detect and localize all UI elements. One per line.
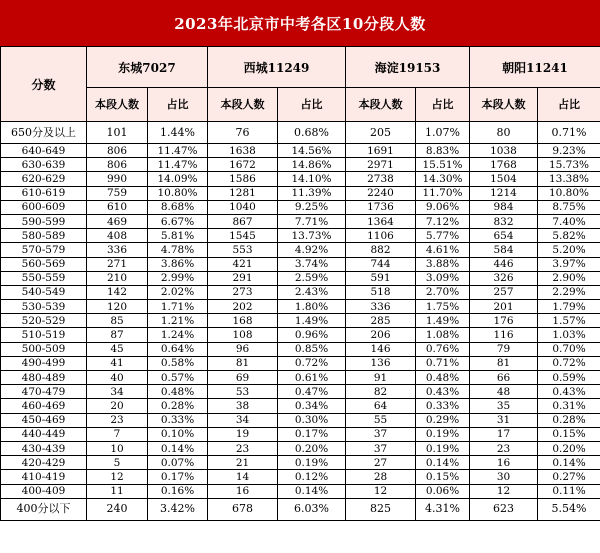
count-cell: 146 <box>346 342 416 356</box>
table-row <box>1 399 600 413</box>
table-row <box>1 214 600 228</box>
table-row <box>1 427 600 441</box>
count-cell: 1736 <box>346 200 416 214</box>
count-cell: 37 <box>346 427 416 441</box>
table-body <box>1 122 600 521</box>
pct-cell: 0.47% <box>278 385 346 399</box>
count-cell: 96 <box>208 342 278 356</box>
table-row <box>1 200 600 214</box>
pct-cell: 2.90% <box>538 271 600 285</box>
pct-cell: 0.30% <box>278 413 346 427</box>
pct-cell: 14.09% <box>148 172 208 186</box>
score-range-cell: 620-629 <box>1 172 87 186</box>
pct-cell: 1.24% <box>148 328 208 342</box>
table-row <box>1 328 600 342</box>
count-cell: 38 <box>208 399 278 413</box>
table-row <box>1 144 600 158</box>
pct-cell: 0.17% <box>148 470 208 484</box>
table-row <box>1 285 600 299</box>
table-row <box>1 172 600 186</box>
count-cell: 20 <box>87 399 148 413</box>
table-row <box>1 413 600 427</box>
count-cell: 91 <box>346 371 416 385</box>
score-range-cell: 400分以下 <box>1 498 87 520</box>
table-row <box>1 385 600 399</box>
pct-cell: 1.71% <box>148 300 208 314</box>
count-cell: 744 <box>346 257 416 271</box>
count-cell: 201 <box>470 300 538 314</box>
count-cell: 108 <box>208 328 278 342</box>
pct-cell: 0.68% <box>278 122 346 144</box>
count-cell: 1106 <box>346 229 416 243</box>
count-cell: 202 <box>208 300 278 314</box>
count-cell: 1214 <box>470 186 538 200</box>
count-cell: 27 <box>346 456 416 470</box>
count-cell: 271 <box>87 257 148 271</box>
pct-cell: 1.03% <box>538 328 600 342</box>
pct-cell: 0.20% <box>538 441 600 455</box>
count-cell: 12 <box>470 484 538 498</box>
count-cell: 87 <box>87 328 148 342</box>
count-cell: 759 <box>87 186 148 200</box>
district-header-dongcheng: 东城7027 <box>87 47 208 88</box>
score-range-cell: 430-439 <box>1 441 87 455</box>
pct-cell: 1.49% <box>416 314 470 328</box>
pct-cell: 1.21% <box>148 314 208 328</box>
count-cell: 40 <box>87 371 148 385</box>
count-cell: 35 <box>470 399 538 413</box>
pct-cell: 11.70% <box>416 186 470 200</box>
table-row <box>1 441 600 455</box>
pct-cell: 3.97% <box>538 257 600 271</box>
score-range-cell: 440-449 <box>1 427 87 441</box>
pct-cell: 2.29% <box>538 285 600 299</box>
count-cell: 168 <box>208 314 278 328</box>
pct-cell: 7.12% <box>416 214 470 228</box>
score-range-cell: 400-409 <box>1 484 87 498</box>
pct-cell: 3.88% <box>416 257 470 271</box>
count-cell: 64 <box>346 399 416 413</box>
table-row <box>1 158 600 172</box>
count-cell: 19 <box>208 427 278 441</box>
count-cell: 421 <box>208 257 278 271</box>
table-title: 2023年北京市中考各区10分段人数 <box>0 0 600 46</box>
pct-cell: 9.23% <box>538 144 600 158</box>
pct-cell: 0.06% <box>416 484 470 498</box>
pct-cell: 0.14% <box>416 456 470 470</box>
count-cell: 10 <box>87 441 148 455</box>
score-distribution-table <box>0 46 600 521</box>
pct-cell: 9.06% <box>416 200 470 214</box>
count-cell: 17 <box>470 427 538 441</box>
count-cell: 206 <box>346 328 416 342</box>
pct-cell: 0.31% <box>538 399 600 413</box>
pct-cell: 0.12% <box>278 470 346 484</box>
count-header: 本段人数 <box>87 88 148 122</box>
pct-cell: 5.81% <box>148 229 208 243</box>
score-range-cell: 530-539 <box>1 300 87 314</box>
count-cell: 285 <box>346 314 416 328</box>
pct-cell: 0.72% <box>278 356 346 370</box>
count-cell: 205 <box>346 122 416 144</box>
count-cell: 1638 <box>208 144 278 158</box>
district-header-haidian: 海淀19153 <box>346 47 470 88</box>
table-row <box>1 243 600 257</box>
pct-cell: 1.80% <box>278 300 346 314</box>
pct-cell: 0.96% <box>278 328 346 342</box>
count-cell: 1504 <box>470 172 538 186</box>
pct-cell: 11.47% <box>148 144 208 158</box>
count-cell: 28 <box>346 470 416 484</box>
count-cell: 584 <box>470 243 538 257</box>
count-cell: 257 <box>470 285 538 299</box>
count-cell: 867 <box>208 214 278 228</box>
pct-cell: 0.58% <box>148 356 208 370</box>
pct-cell: 4.61% <box>416 243 470 257</box>
count-cell: 120 <box>87 300 148 314</box>
count-cell: 66 <box>470 371 538 385</box>
count-cell: 1038 <box>470 144 538 158</box>
pct-cell: 0.14% <box>148 441 208 455</box>
pct-cell: 0.33% <box>148 413 208 427</box>
count-cell: 806 <box>87 144 148 158</box>
pct-cell: 15.51% <box>416 158 470 172</box>
score-range-cell: 490-499 <box>1 356 87 370</box>
table-row <box>1 484 600 498</box>
pct-cell: 8.68% <box>148 200 208 214</box>
score-range-cell: 580-589 <box>1 229 87 243</box>
score-range-cell: 640-649 <box>1 144 87 158</box>
score-range-cell: 610-619 <box>1 186 87 200</box>
pct-cell: 1.75% <box>416 300 470 314</box>
score-range-cell: 510-519 <box>1 328 87 342</box>
count-cell: 553 <box>208 243 278 257</box>
pct-header: 占比 <box>538 88 600 122</box>
pct-cell: 0.19% <box>278 456 346 470</box>
count-cell: 136 <box>346 356 416 370</box>
count-cell: 85 <box>87 314 148 328</box>
pct-cell: 5.77% <box>416 229 470 243</box>
pct-cell: 6.03% <box>278 498 346 520</box>
pct-cell: 0.59% <box>538 371 600 385</box>
pct-cell: 0.43% <box>538 385 600 399</box>
count-cell: 81 <box>208 356 278 370</box>
pct-cell: 0.43% <box>416 385 470 399</box>
count-cell: 1768 <box>470 158 538 172</box>
pct-cell: 14.30% <box>416 172 470 186</box>
count-cell: 34 <box>208 413 278 427</box>
pct-cell: 1.79% <box>538 300 600 314</box>
pct-cell: 7.71% <box>278 214 346 228</box>
count-cell: 1364 <box>346 214 416 228</box>
pct-cell: 1.44% <box>148 122 208 144</box>
pct-cell: 2.99% <box>148 271 208 285</box>
pct-cell: 1.07% <box>416 122 470 144</box>
district-header-row <box>1 47 600 88</box>
table-row <box>1 314 600 328</box>
score-range-cell: 480-489 <box>1 371 87 385</box>
pct-cell: 0.16% <box>148 484 208 498</box>
score-range-cell: 630-639 <box>1 158 87 172</box>
subheader-row <box>1 88 600 122</box>
pct-cell: 0.48% <box>148 385 208 399</box>
pct-cell: 0.17% <box>278 427 346 441</box>
pct-cell: 6.67% <box>148 214 208 228</box>
count-cell: 273 <box>208 285 278 299</box>
count-cell: 2738 <box>346 172 416 186</box>
pct-cell: 2.70% <box>416 285 470 299</box>
count-cell: 806 <box>87 158 148 172</box>
pct-cell: 0.27% <box>538 470 600 484</box>
pct-cell: 14.86% <box>278 158 346 172</box>
pct-cell: 0.28% <box>538 413 600 427</box>
count-cell: 80 <box>470 122 538 144</box>
count-cell: 408 <box>87 229 148 243</box>
count-cell: 12 <box>346 484 416 498</box>
count-cell: 16 <box>470 456 538 470</box>
pct-cell: 0.10% <box>148 427 208 441</box>
count-cell: 446 <box>470 257 538 271</box>
score-range-cell: 520-529 <box>1 314 87 328</box>
table-row <box>1 229 600 243</box>
pct-cell: 3.42% <box>148 498 208 520</box>
score-range-cell: 570-579 <box>1 243 87 257</box>
pct-cell: 2.59% <box>278 271 346 285</box>
count-cell: 79 <box>470 342 538 356</box>
count-cell: 832 <box>470 214 538 228</box>
pct-cell: 3.86% <box>148 257 208 271</box>
pct-cell: 8.83% <box>416 144 470 158</box>
count-cell: 48 <box>470 385 538 399</box>
count-cell: 240 <box>87 498 148 520</box>
pct-cell: 2.02% <box>148 285 208 299</box>
pct-cell: 13.38% <box>538 172 600 186</box>
count-header: 本段人数 <box>470 88 538 122</box>
pct-header: 占比 <box>278 88 346 122</box>
pct-cell: 4.78% <box>148 243 208 257</box>
count-cell: 984 <box>470 200 538 214</box>
count-cell: 990 <box>87 172 148 186</box>
pct-cell: 0.71% <box>416 356 470 370</box>
count-cell: 610 <box>87 200 148 214</box>
count-cell: 101 <box>87 122 148 144</box>
count-cell: 142 <box>87 285 148 299</box>
pct-cell: 10.80% <box>148 186 208 200</box>
pct-cell: 0.07% <box>148 456 208 470</box>
pct-cell: 0.20% <box>278 441 346 455</box>
count-cell: 2971 <box>346 158 416 172</box>
pct-cell: 1.08% <box>416 328 470 342</box>
count-cell: 23 <box>208 441 278 455</box>
score-range-cell: 410-419 <box>1 470 87 484</box>
count-cell: 76 <box>208 122 278 144</box>
count-cell: 21 <box>208 456 278 470</box>
pct-cell: 0.85% <box>278 342 346 356</box>
count-cell: 1586 <box>208 172 278 186</box>
count-cell: 23 <box>87 413 148 427</box>
pct-cell: 9.25% <box>278 200 346 214</box>
count-cell: 1672 <box>208 158 278 172</box>
table-row <box>1 342 600 356</box>
score-range-cell: 540-549 <box>1 285 87 299</box>
pct-cell: 14.10% <box>278 172 346 186</box>
pct-cell: 0.76% <box>416 342 470 356</box>
count-cell: 654 <box>470 229 538 243</box>
pct-cell: 1.57% <box>538 314 600 328</box>
pct-cell: 8.75% <box>538 200 600 214</box>
pct-cell: 0.15% <box>538 427 600 441</box>
count-cell: 326 <box>470 271 538 285</box>
pct-cell: 3.09% <box>416 271 470 285</box>
pct-cell: 2.43% <box>278 285 346 299</box>
pct-cell: 0.64% <box>148 342 208 356</box>
pct-cell: 0.19% <box>416 427 470 441</box>
pct-cell: 0.34% <box>278 399 346 413</box>
pct-cell: 0.48% <box>416 371 470 385</box>
score-range-cell: 450-469 <box>1 413 87 427</box>
score-range-cell: 600-609 <box>1 200 87 214</box>
score-column-header: 分数 <box>1 47 87 122</box>
table-row <box>1 122 600 144</box>
score-range-cell: 550-559 <box>1 271 87 285</box>
pct-header: 占比 <box>148 88 208 122</box>
pct-cell: 0.11% <box>538 484 600 498</box>
count-cell: 623 <box>470 498 538 520</box>
pct-cell: 4.92% <box>278 243 346 257</box>
pct-cell: 0.29% <box>416 413 470 427</box>
pct-cell: 4.31% <box>416 498 470 520</box>
score-range-cell: 470-479 <box>1 385 87 399</box>
count-cell: 291 <box>208 271 278 285</box>
pct-cell: 15.73% <box>538 158 600 172</box>
pct-cell: 0.61% <box>278 371 346 385</box>
count-cell: 678 <box>208 498 278 520</box>
count-cell: 31 <box>470 413 538 427</box>
pct-cell: 0.33% <box>416 399 470 413</box>
count-cell: 1691 <box>346 144 416 158</box>
score-range-cell: 650分及以上 <box>1 122 87 144</box>
count-cell: 23 <box>470 441 538 455</box>
count-cell: 882 <box>346 243 416 257</box>
count-cell: 176 <box>470 314 538 328</box>
count-cell: 12 <box>87 470 148 484</box>
count-cell: 69 <box>208 371 278 385</box>
count-cell: 116 <box>470 328 538 342</box>
count-cell: 14 <box>208 470 278 484</box>
table-row <box>1 356 600 370</box>
score-range-cell: 500-509 <box>1 342 87 356</box>
table-row <box>1 371 600 385</box>
pct-cell: 13.73% <box>278 229 346 243</box>
table-row <box>1 257 600 271</box>
pct-header: 占比 <box>416 88 470 122</box>
count-cell: 7 <box>87 427 148 441</box>
count-header: 本段人数 <box>208 88 278 122</box>
count-cell: 55 <box>346 413 416 427</box>
count-cell: 53 <box>208 385 278 399</box>
table-row <box>1 186 600 200</box>
pct-cell: 11.47% <box>148 158 208 172</box>
pct-cell: 1.49% <box>278 314 346 328</box>
table-row <box>1 271 600 285</box>
pct-cell: 0.72% <box>538 356 600 370</box>
count-cell: 16 <box>208 484 278 498</box>
count-cell: 469 <box>87 214 148 228</box>
pct-cell: 7.40% <box>538 214 600 228</box>
count-cell: 1545 <box>208 229 278 243</box>
count-cell: 81 <box>470 356 538 370</box>
pct-cell: 3.74% <box>278 257 346 271</box>
count-cell: 5 <box>87 456 148 470</box>
count-cell: 41 <box>87 356 148 370</box>
count-cell: 34 <box>87 385 148 399</box>
pct-cell: 5.20% <box>538 243 600 257</box>
count-cell: 37 <box>346 441 416 455</box>
count-cell: 1281 <box>208 186 278 200</box>
table-row <box>1 470 600 484</box>
score-range-cell: 590-599 <box>1 214 87 228</box>
pct-cell: 5.54% <box>538 498 600 520</box>
pct-cell: 0.19% <box>416 441 470 455</box>
count-cell: 2240 <box>346 186 416 200</box>
pct-cell: 0.71% <box>538 122 600 144</box>
pct-cell: 11.39% <box>278 186 346 200</box>
pct-cell: 0.70% <box>538 342 600 356</box>
pct-cell: 0.15% <box>416 470 470 484</box>
count-cell: 45 <box>87 342 148 356</box>
table-row <box>1 498 600 520</box>
count-cell: 591 <box>346 271 416 285</box>
count-cell: 1040 <box>208 200 278 214</box>
table-row <box>1 456 600 470</box>
count-cell: 336 <box>87 243 148 257</box>
count-header: 本段人数 <box>346 88 416 122</box>
count-cell: 210 <box>87 271 148 285</box>
table-row <box>1 300 600 314</box>
pct-cell: 0.14% <box>278 484 346 498</box>
count-cell: 82 <box>346 385 416 399</box>
district-header-chaoyang: 朝阳11241 <box>470 47 600 88</box>
pct-cell: 0.28% <box>148 399 208 413</box>
pct-cell: 10.80% <box>538 186 600 200</box>
score-range-cell: 460-469 <box>1 399 87 413</box>
count-cell: 825 <box>346 498 416 520</box>
pct-cell: 0.57% <box>148 371 208 385</box>
pct-cell: 5.82% <box>538 229 600 243</box>
count-cell: 336 <box>346 300 416 314</box>
pct-cell: 14.56% <box>278 144 346 158</box>
count-cell: 518 <box>346 285 416 299</box>
district-header-xicheng: 西城11249 <box>208 47 346 88</box>
score-range-cell: 560-569 <box>1 257 87 271</box>
count-cell: 11 <box>87 484 148 498</box>
pct-cell: 0.14% <box>538 456 600 470</box>
score-range-cell: 420-429 <box>1 456 87 470</box>
count-cell: 30 <box>470 470 538 484</box>
